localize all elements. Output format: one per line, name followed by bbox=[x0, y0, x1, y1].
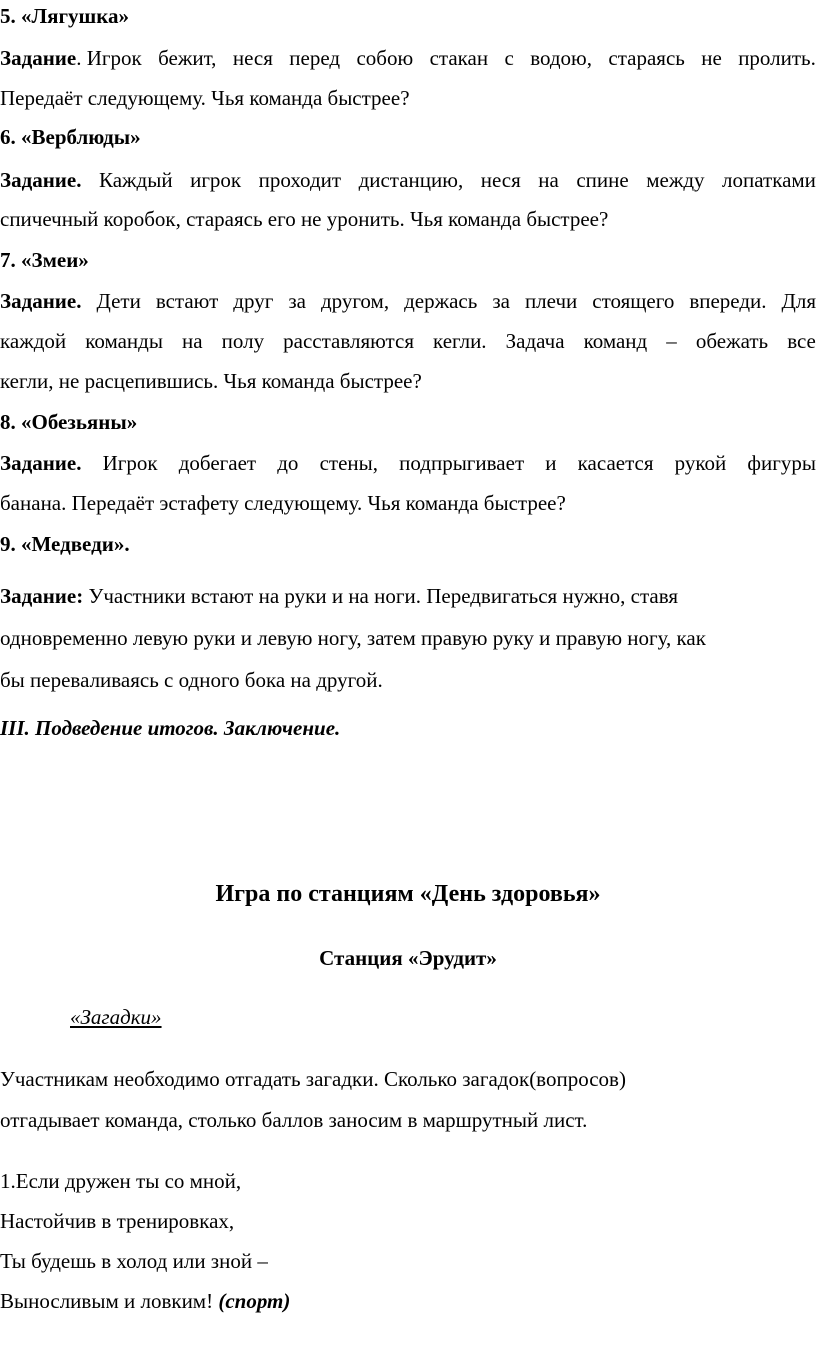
word: рукой bbox=[674, 451, 727, 475]
word: бежит, bbox=[158, 46, 217, 70]
word: за bbox=[492, 289, 510, 313]
word: стоящего bbox=[592, 289, 675, 313]
word: Задача bbox=[505, 329, 565, 353]
word: водою, bbox=[530, 46, 592, 70]
section-9-task-line-2: одновременно левую руки и левую ногу, затем правую руку и правую ногу, как bbox=[0, 626, 706, 650]
word: обежать bbox=[695, 329, 769, 353]
conclusion-heading: III. Подведение итогов. Заключение. bbox=[0, 716, 341, 740]
section-7-task-line-1 bbox=[0, 291, 816, 312]
word: проходит bbox=[258, 168, 342, 192]
word: . Игрок bbox=[76, 46, 142, 70]
section-8-heading: 8. «Обезьяны» bbox=[0, 410, 138, 434]
word: полу bbox=[221, 329, 265, 353]
word: не bbox=[701, 46, 722, 70]
word: кегли. bbox=[433, 329, 487, 353]
intro-line-2: отгадывает команда, столько баллов заносим в маршрутный лист. bbox=[0, 1108, 588, 1132]
section-8-task-line-1 bbox=[0, 453, 816, 474]
game-title: Игра по станциям «День здоровья» bbox=[215, 881, 601, 907]
word: Каждый bbox=[98, 168, 173, 192]
word: на bbox=[538, 168, 559, 192]
section-7-task-label: Задание. bbox=[0, 289, 82, 313]
section-7-task-line-2 bbox=[0, 331, 816, 352]
section-8-task-label: Задание. bbox=[0, 451, 82, 475]
section-7-task-line-3: кегли, не расцепившись. Чья команда быстрее? bbox=[0, 369, 422, 393]
section-9-task-text: Участники встают на руки и на ноги. Передвигаться нужно, ставя bbox=[83, 584, 679, 608]
riddle-1-line-1: 1.Если дружен ты со мной, bbox=[0, 1169, 242, 1193]
word: между bbox=[646, 168, 705, 192]
word: неся bbox=[480, 168, 521, 192]
word: стакан bbox=[429, 46, 489, 70]
word: Игрок bbox=[102, 451, 158, 475]
word: плечи bbox=[524, 289, 578, 313]
word: держась bbox=[404, 289, 478, 313]
word: стены, bbox=[319, 451, 378, 475]
riddle-1-line-4-text: Выносливым и ловким! bbox=[0, 1289, 219, 1313]
word: все bbox=[787, 329, 816, 353]
word: на bbox=[182, 329, 203, 353]
section-9-task-label: Задание: bbox=[0, 584, 84, 608]
word: неся bbox=[232, 46, 273, 70]
word: касается bbox=[577, 451, 654, 475]
word: до bbox=[277, 451, 299, 475]
section-6-task-line-2: спичечный коробок, стараясь его не уронить. Чья команда быстрее? bbox=[0, 207, 609, 231]
word: игрок bbox=[190, 168, 242, 192]
word: лопатками bbox=[722, 168, 816, 192]
word: перед bbox=[289, 46, 341, 70]
word: другом, bbox=[320, 289, 390, 313]
riddles-label: «Загадки» bbox=[70, 1005, 162, 1029]
riddle-1-line-3: Ты будешь в холод или зной – bbox=[0, 1249, 268, 1273]
section-9-heading: 9. «Медведи». bbox=[0, 532, 130, 556]
section-6-task-line-1 bbox=[0, 170, 816, 191]
word: Для bbox=[781, 289, 816, 313]
word: команд bbox=[583, 329, 648, 353]
word: впереди. bbox=[689, 289, 767, 313]
station-title: Станция «Эрудит» bbox=[319, 946, 497, 970]
word: фигуры bbox=[747, 451, 816, 475]
section-5-task-line-1 bbox=[0, 48, 816, 69]
word: – bbox=[666, 329, 677, 353]
word: с bbox=[504, 46, 514, 70]
riddle-1-line-4 bbox=[0, 1291, 290, 1312]
section-6-task-label: Задание. bbox=[0, 168, 82, 192]
section-9-task-line-3: бы переваливаясь с одного бока на другой. bbox=[0, 668, 383, 692]
word: за bbox=[288, 289, 306, 313]
word: пролить. bbox=[738, 46, 816, 70]
word: друг bbox=[233, 289, 274, 313]
word: стараясь bbox=[608, 46, 685, 70]
word: подпрыгивает bbox=[399, 451, 525, 475]
section-5-heading: 5. «Лягушка» bbox=[0, 4, 130, 28]
word: добегает bbox=[178, 451, 257, 475]
riddle-1-line-2: Настойчив в тренировках, bbox=[0, 1209, 235, 1233]
section-8-task-line-2: банана. Передаёт эстафету следующему. Чья команда быстрее? bbox=[0, 491, 566, 515]
word: команды bbox=[85, 329, 163, 353]
riddle-1-answer: (спорт) bbox=[218, 1289, 291, 1313]
intro-line-1: Участникам необходимо отгадать загадки. Сколько загадок(вопросов) bbox=[0, 1067, 626, 1091]
word: каждой bbox=[0, 329, 67, 353]
section-5-task-line-2: Передаёт следующему. Чья команда быстрее? bbox=[0, 86, 410, 110]
word: встают bbox=[155, 289, 219, 313]
word: собою bbox=[356, 46, 414, 70]
section-9-task-line-1 bbox=[0, 586, 678, 607]
section-6-heading: 6. «Верблюды» bbox=[0, 125, 141, 149]
word: спине bbox=[576, 168, 629, 192]
word: и bbox=[545, 451, 557, 475]
section-7-heading: 7. «Змеи» bbox=[0, 248, 89, 272]
word: расставляются bbox=[283, 329, 414, 353]
word: дистанцию, bbox=[358, 168, 464, 192]
section-5-task-label: Задание bbox=[0, 46, 77, 70]
word: Дети bbox=[96, 289, 141, 313]
